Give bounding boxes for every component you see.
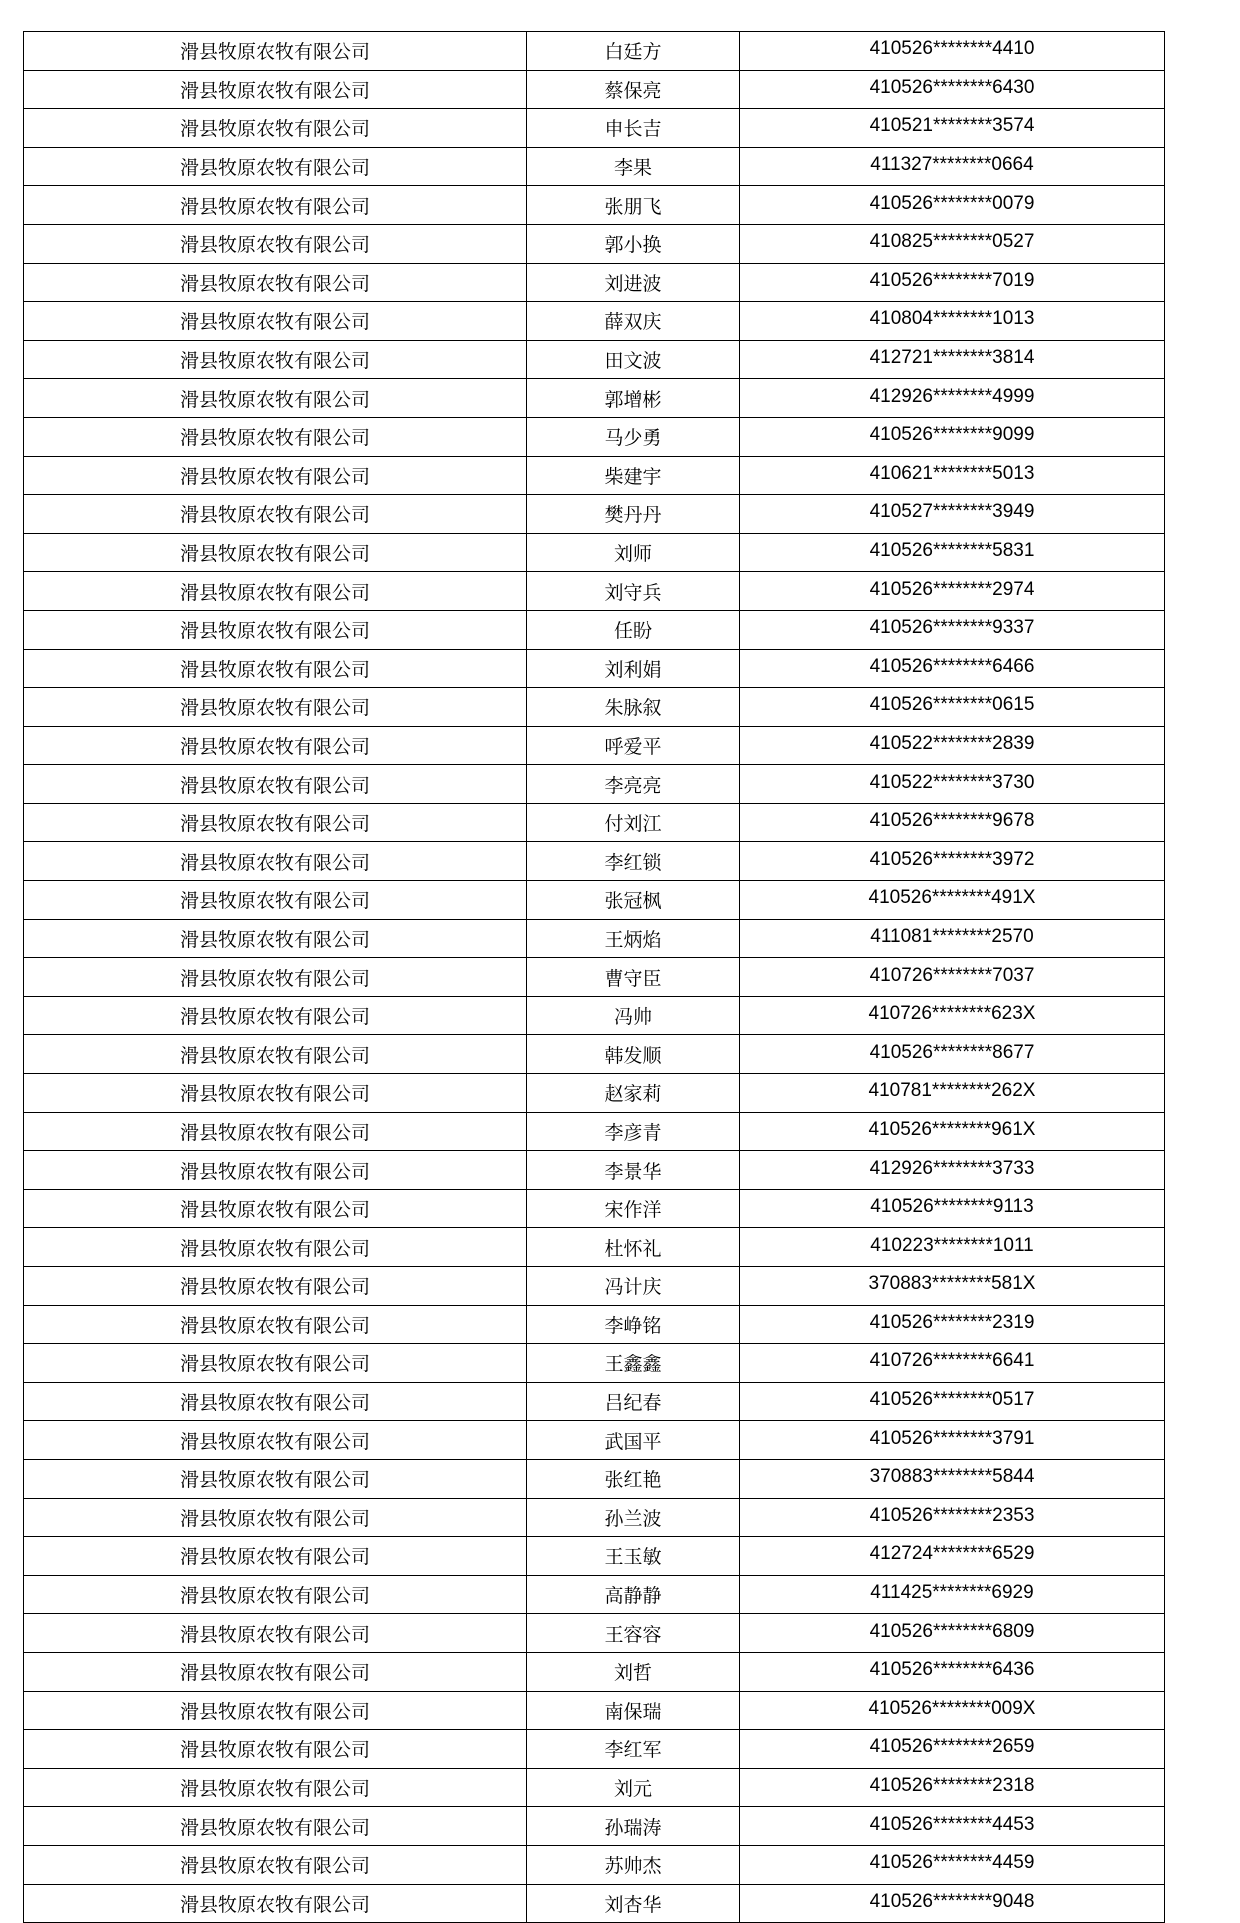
name-cell: 刘元 bbox=[527, 1768, 740, 1807]
table-row bbox=[24, 1884, 1165, 1923]
name-cell: 郭增彬 bbox=[527, 379, 740, 418]
table-row bbox=[24, 1575, 1165, 1614]
id-number-cell: 410526********6809 bbox=[740, 1614, 1165, 1653]
table-row bbox=[24, 881, 1165, 920]
id-number-cell: 410526********9678 bbox=[740, 803, 1165, 842]
name-cell: 白廷方 bbox=[527, 32, 740, 71]
name-cell: 韩发顺 bbox=[527, 1035, 740, 1074]
company-cell: 滑县牧原农牧有限公司 bbox=[24, 1575, 527, 1614]
name-cell: 郭小换 bbox=[527, 224, 740, 263]
company-cell: 滑县牧原农牧有限公司 bbox=[24, 1112, 527, 1151]
table-row bbox=[24, 302, 1165, 341]
id-number-cell: 410526********2318 bbox=[740, 1768, 1165, 1807]
company-cell: 滑县牧原农牧有限公司 bbox=[24, 456, 527, 495]
id-number-cell: 370883********581X bbox=[740, 1267, 1165, 1306]
id-number-cell: 410526********2974 bbox=[740, 572, 1165, 611]
table-row bbox=[24, 958, 1165, 997]
company-cell: 滑县牧原农牧有限公司 bbox=[24, 649, 527, 688]
table-row bbox=[24, 340, 1165, 379]
company-cell: 滑县牧原农牧有限公司 bbox=[24, 1807, 527, 1846]
table-row bbox=[24, 1112, 1165, 1151]
name-cell: 李亮亮 bbox=[527, 765, 740, 804]
company-cell: 滑县牧原农牧有限公司 bbox=[24, 1421, 527, 1460]
name-cell: 田文波 bbox=[527, 340, 740, 379]
name-cell: 王玉敏 bbox=[527, 1537, 740, 1576]
company-cell: 滑县牧原农牧有限公司 bbox=[24, 803, 527, 842]
id-number-cell: 410526********0615 bbox=[740, 688, 1165, 727]
name-cell: 马少勇 bbox=[527, 417, 740, 456]
table-row bbox=[24, 1189, 1165, 1228]
company-cell: 滑县牧原农牧有限公司 bbox=[24, 1382, 527, 1421]
id-number-cell: 410526********3791 bbox=[740, 1421, 1165, 1460]
company-cell: 滑县牧原农牧有限公司 bbox=[24, 70, 527, 109]
company-cell: 滑县牧原农牧有限公司 bbox=[24, 1730, 527, 1769]
id-number-cell: 410726********7037 bbox=[740, 958, 1165, 997]
table-row bbox=[24, 1035, 1165, 1074]
table-row bbox=[24, 1807, 1165, 1846]
table-row bbox=[24, 765, 1165, 804]
table-row bbox=[24, 1652, 1165, 1691]
company-cell: 滑县牧原农牧有限公司 bbox=[24, 1344, 527, 1383]
name-cell: 刘哲 bbox=[527, 1652, 740, 1691]
company-cell: 滑县牧原农牧有限公司 bbox=[24, 958, 527, 997]
name-cell: 张红艳 bbox=[527, 1459, 740, 1498]
company-cell: 滑县牧原农牧有限公司 bbox=[24, 1498, 527, 1537]
company-cell: 滑县牧原农牧有限公司 bbox=[24, 340, 527, 379]
id-number-cell: 410526********7019 bbox=[740, 263, 1165, 302]
roster-table bbox=[23, 31, 1165, 1923]
table-row bbox=[24, 1691, 1165, 1730]
company-cell: 滑县牧原农牧有限公司 bbox=[24, 919, 527, 958]
name-cell: 曹守臣 bbox=[527, 958, 740, 997]
id-number-cell: 410526********9099 bbox=[740, 417, 1165, 456]
id-number-cell: 411327********0664 bbox=[740, 147, 1165, 186]
table-row bbox=[24, 842, 1165, 881]
name-cell: 孙兰波 bbox=[527, 1498, 740, 1537]
name-cell: 南保瑞 bbox=[527, 1691, 740, 1730]
name-cell: 刘守兵 bbox=[527, 572, 740, 611]
company-cell: 滑县牧原农牧有限公司 bbox=[24, 1074, 527, 1113]
id-number-cell: 410526********4453 bbox=[740, 1807, 1165, 1846]
name-cell: 李果 bbox=[527, 147, 740, 186]
name-cell: 高静静 bbox=[527, 1575, 740, 1614]
id-number-cell: 410526********4459 bbox=[740, 1845, 1165, 1884]
id-number-cell: 410527********3949 bbox=[740, 495, 1165, 534]
roster-table-body bbox=[24, 32, 1165, 1923]
id-number-cell: 410526********491X bbox=[740, 881, 1165, 920]
table-row bbox=[24, 1344, 1165, 1383]
id-number-cell: 410526********6436 bbox=[740, 1652, 1165, 1691]
name-cell: 刘进波 bbox=[527, 263, 740, 302]
company-cell: 滑县牧原农牧有限公司 bbox=[24, 1459, 527, 1498]
id-number-cell: 410526********961X bbox=[740, 1112, 1165, 1151]
company-cell: 滑县牧原农牧有限公司 bbox=[24, 1228, 527, 1267]
id-number-cell: 410526********6466 bbox=[740, 649, 1165, 688]
id-number-cell: 370883********5844 bbox=[740, 1459, 1165, 1498]
company-cell: 滑县牧原农牧有限公司 bbox=[24, 1614, 527, 1653]
id-number-cell: 410526********2353 bbox=[740, 1498, 1165, 1537]
table-row bbox=[24, 70, 1165, 109]
id-number-cell: 410526********6430 bbox=[740, 70, 1165, 109]
name-cell: 任盼 bbox=[527, 610, 740, 649]
id-number-cell: 410825********0527 bbox=[740, 224, 1165, 263]
name-cell: 申长吉 bbox=[527, 109, 740, 148]
table-row bbox=[24, 379, 1165, 418]
company-cell: 滑县牧原农牧有限公司 bbox=[24, 224, 527, 263]
name-cell: 王容容 bbox=[527, 1614, 740, 1653]
name-cell: 李景华 bbox=[527, 1151, 740, 1190]
company-cell: 滑县牧原农牧有限公司 bbox=[24, 1537, 527, 1576]
table-row bbox=[24, 1730, 1165, 1769]
table-row bbox=[24, 572, 1165, 611]
name-cell: 付刘江 bbox=[527, 803, 740, 842]
table-row bbox=[24, 1537, 1165, 1576]
id-number-cell: 410804********1013 bbox=[740, 302, 1165, 341]
company-cell: 滑县牧原农牧有限公司 bbox=[24, 1151, 527, 1190]
table-row bbox=[24, 533, 1165, 572]
name-cell: 冯计庆 bbox=[527, 1267, 740, 1306]
name-cell: 张冠枫 bbox=[527, 881, 740, 920]
table-row bbox=[24, 456, 1165, 495]
name-cell: 蔡保亮 bbox=[527, 70, 740, 109]
table-row bbox=[24, 1267, 1165, 1306]
company-cell: 滑县牧原农牧有限公司 bbox=[24, 186, 527, 225]
name-cell: 武国平 bbox=[527, 1421, 740, 1460]
name-cell: 王炳焰 bbox=[527, 919, 740, 958]
company-cell: 滑县牧原农牧有限公司 bbox=[24, 1768, 527, 1807]
table-row bbox=[24, 1421, 1165, 1460]
company-cell: 滑县牧原农牧有限公司 bbox=[24, 32, 527, 71]
id-number-cell: 410526********3972 bbox=[740, 842, 1165, 881]
id-number-cell: 410522********3730 bbox=[740, 765, 1165, 804]
name-cell: 樊丹丹 bbox=[527, 495, 740, 534]
id-number-cell: 410526********9113 bbox=[740, 1189, 1165, 1228]
company-cell: 滑县牧原农牧有限公司 bbox=[24, 379, 527, 418]
table-row bbox=[24, 1459, 1165, 1498]
name-cell: 冯帅 bbox=[527, 996, 740, 1035]
table-row bbox=[24, 919, 1165, 958]
company-cell: 滑县牧原农牧有限公司 bbox=[24, 1884, 527, 1923]
table-row bbox=[24, 688, 1165, 727]
id-number-cell: 410526********8677 bbox=[740, 1035, 1165, 1074]
table-row bbox=[24, 224, 1165, 263]
name-cell: 柴建宇 bbox=[527, 456, 740, 495]
name-cell: 苏帅杰 bbox=[527, 1845, 740, 1884]
table-row bbox=[24, 495, 1165, 534]
table-row bbox=[24, 1498, 1165, 1537]
id-number-cell: 412926********3733 bbox=[740, 1151, 1165, 1190]
company-cell: 滑县牧原农牧有限公司 bbox=[24, 302, 527, 341]
company-cell: 滑县牧原农牧有限公司 bbox=[24, 765, 527, 804]
table-row bbox=[24, 147, 1165, 186]
company-cell: 滑县牧原农牧有限公司 bbox=[24, 688, 527, 727]
table-row bbox=[24, 1845, 1165, 1884]
table-row bbox=[24, 1074, 1165, 1113]
table-row bbox=[24, 1151, 1165, 1190]
company-cell: 滑县牧原农牧有限公司 bbox=[24, 417, 527, 456]
table-row bbox=[24, 1382, 1165, 1421]
id-number-cell: 410526********2659 bbox=[740, 1730, 1165, 1769]
id-number-cell: 410526********5831 bbox=[740, 533, 1165, 572]
table-row bbox=[24, 996, 1165, 1035]
name-cell: 杜怀礼 bbox=[527, 1228, 740, 1267]
table-row bbox=[24, 1228, 1165, 1267]
company-cell: 滑县牧原农牧有限公司 bbox=[24, 1305, 527, 1344]
table-row bbox=[24, 649, 1165, 688]
table-row bbox=[24, 803, 1165, 842]
id-number-cell: 410526********0079 bbox=[740, 186, 1165, 225]
company-cell: 滑县牧原农牧有限公司 bbox=[24, 533, 527, 572]
id-number-cell: 410526********9048 bbox=[740, 1884, 1165, 1923]
name-cell: 李彦青 bbox=[527, 1112, 740, 1151]
company-cell: 滑县牧原农牧有限公司 bbox=[24, 726, 527, 765]
id-number-cell: 410781********262X bbox=[740, 1074, 1165, 1113]
id-number-cell: 410526********009X bbox=[740, 1691, 1165, 1730]
company-cell: 滑县牧原农牧有限公司 bbox=[24, 495, 527, 534]
table-row bbox=[24, 417, 1165, 456]
id-number-cell: 412926********4999 bbox=[740, 379, 1165, 418]
name-cell: 宋作洋 bbox=[527, 1189, 740, 1228]
table-row bbox=[24, 726, 1165, 765]
name-cell: 李峥铭 bbox=[527, 1305, 740, 1344]
id-number-cell: 410526********0517 bbox=[740, 1382, 1165, 1421]
id-number-cell: 410526********9337 bbox=[740, 610, 1165, 649]
name-cell: 吕纪春 bbox=[527, 1382, 740, 1421]
company-cell: 滑县牧原农牧有限公司 bbox=[24, 1267, 527, 1306]
company-cell: 滑县牧原农牧有限公司 bbox=[24, 147, 527, 186]
id-number-cell: 411425********6929 bbox=[740, 1575, 1165, 1614]
company-cell: 滑县牧原农牧有限公司 bbox=[24, 1845, 527, 1884]
id-number-cell: 412721********3814 bbox=[740, 340, 1165, 379]
table-row bbox=[24, 32, 1165, 71]
company-cell: 滑县牧原农牧有限公司 bbox=[24, 1652, 527, 1691]
name-cell: 孙瑞涛 bbox=[527, 1807, 740, 1846]
name-cell: 朱脉叙 bbox=[527, 688, 740, 727]
id-number-cell: 410522********2839 bbox=[740, 726, 1165, 765]
id-number-cell: 412724********6529 bbox=[740, 1537, 1165, 1576]
name-cell: 张朋飞 bbox=[527, 186, 740, 225]
name-cell: 李红锁 bbox=[527, 842, 740, 881]
name-cell: 刘师 bbox=[527, 533, 740, 572]
name-cell: 呼爱平 bbox=[527, 726, 740, 765]
id-number-cell: 410521********3574 bbox=[740, 109, 1165, 148]
company-cell: 滑县牧原农牧有限公司 bbox=[24, 881, 527, 920]
company-cell: 滑县牧原农牧有限公司 bbox=[24, 996, 527, 1035]
company-cell: 滑县牧原农牧有限公司 bbox=[24, 1691, 527, 1730]
name-cell: 薛双庆 bbox=[527, 302, 740, 341]
table-row bbox=[24, 263, 1165, 302]
id-number-cell: 411081********2570 bbox=[740, 919, 1165, 958]
id-number-cell: 410726********6641 bbox=[740, 1344, 1165, 1383]
company-cell: 滑县牧原农牧有限公司 bbox=[24, 842, 527, 881]
company-cell: 滑县牧原农牧有限公司 bbox=[24, 263, 527, 302]
id-number-cell: 410526********4410 bbox=[740, 32, 1165, 71]
name-cell: 赵家莉 bbox=[527, 1074, 740, 1113]
company-cell: 滑县牧原农牧有限公司 bbox=[24, 572, 527, 611]
table-row bbox=[24, 186, 1165, 225]
company-cell: 滑县牧原农牧有限公司 bbox=[24, 1189, 527, 1228]
company-cell: 滑县牧原农牧有限公司 bbox=[24, 109, 527, 148]
name-cell: 刘利娟 bbox=[527, 649, 740, 688]
table-row bbox=[24, 610, 1165, 649]
id-number-cell: 410526********2319 bbox=[740, 1305, 1165, 1344]
id-number-cell: 410726********623X bbox=[740, 996, 1165, 1035]
table-row bbox=[24, 109, 1165, 148]
id-number-cell: 410223********1011 bbox=[740, 1228, 1165, 1267]
name-cell: 王鑫鑫 bbox=[527, 1344, 740, 1383]
table-row bbox=[24, 1614, 1165, 1653]
name-cell: 李红军 bbox=[527, 1730, 740, 1769]
company-cell: 滑县牧原农牧有限公司 bbox=[24, 610, 527, 649]
table-row bbox=[24, 1768, 1165, 1807]
company-cell: 滑县牧原农牧有限公司 bbox=[24, 1035, 527, 1074]
name-cell: 刘杏华 bbox=[527, 1884, 740, 1923]
table-row bbox=[24, 1305, 1165, 1344]
id-number-cell: 410621********5013 bbox=[740, 456, 1165, 495]
